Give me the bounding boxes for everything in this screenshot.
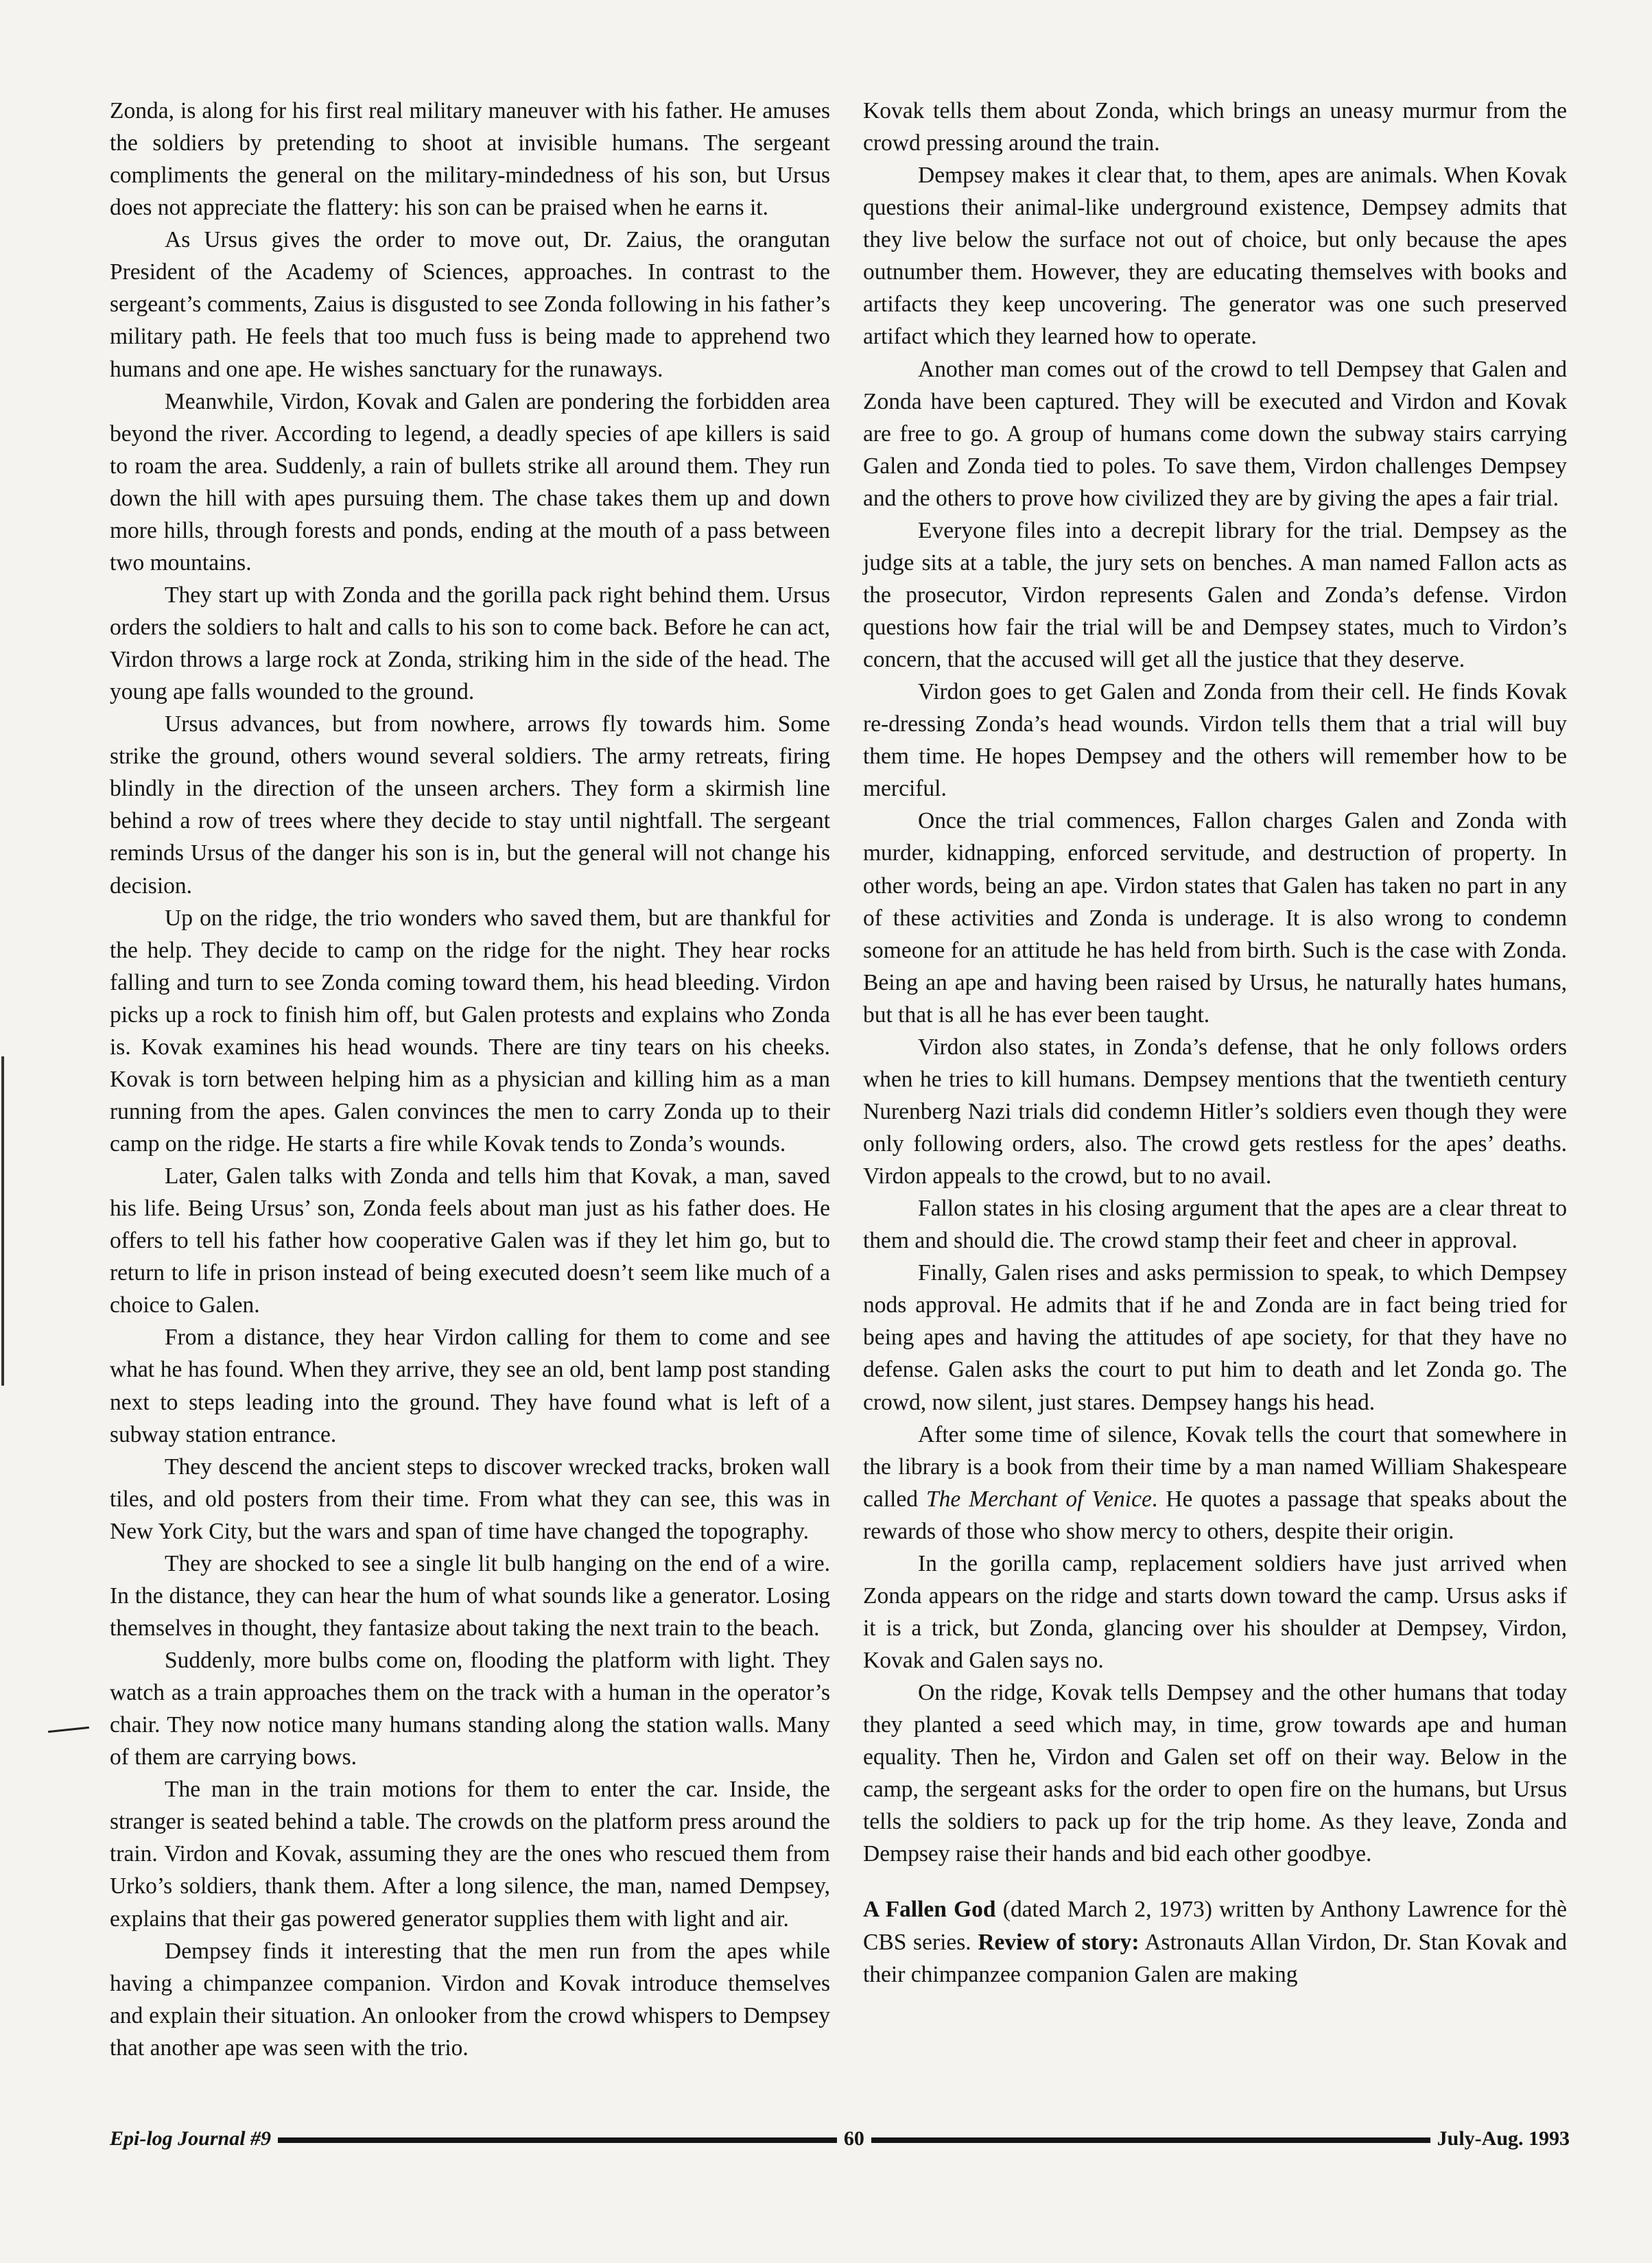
paragraph: From a distance, they hear Virdon calling for them to come and see what he has found. When they arrive, they see an old, bent lamp post standing next to steps leading into the ground. They have found what is left of a subway station entrance. bbox=[110, 1325, 830, 1447]
journal-name: Epi-log Journal #9 bbox=[110, 2127, 272, 2150]
text-before: After some time of silence, Kovak tells the court that somewhere in the library is a book from their time by a man named William Shakespeare called bbox=[863, 1421, 1567, 1512]
paragraph: They are shocked to see a single lit bulb hanging on the end of a wire. In the distance, they can hear the hum of what sounds like a generator. Losing themselves in thought, they fantasize about taking the next train to the beach. bbox=[110, 1550, 830, 1641]
pencil-mark bbox=[48, 1727, 89, 1733]
paragraph: Finally, Galen rises and asks permission to speak, to which Dempsey nods approval. He admits that if he and Zonda are in fact being tried for being apes and having the attitudes of ape society, for that they have no defense. Galen asks the court to put him to death and let Zonda go. The crowd, now silent, just stares. Dempsey hangs his head. bbox=[863, 1260, 1567, 1415]
paragraph: Suddenly, more bulbs come on, flooding the platform with light. They watch as a train approaches them on the track with a human in the operator’s chair. They now notice many humans standing along the station walls. Many of them are carrying bows. bbox=[110, 1648, 830, 1770]
paragraph: Meanwhile, Virdon, Kovak and Galen are pondering the forbidden area beyond the river. According to legend, a deadly species of ape killers is said to roam the area. Suddenly, a rain of bullets strike all around them. They run down the hill with apes pursuing them. The chase takes them up and down more hills, through forests and ponds, ending at the mouth of a pass between two mountains. bbox=[110, 388, 830, 576]
text-after: . He quotes a passage that speaks about the rewards of those who show mercy to others, despite their origin. bbox=[863, 1486, 1567, 1544]
paragraph: They start up with Zonda and the gorilla pack right behind them. Ursus orders the soldiers to halt and calls to his son to come back. Before he can act, Virdon throws a large rock at Zonda, striking him in the side of the head. The young ape falls wounded to the ground. bbox=[110, 582, 830, 705]
paragraph: Dempsey makes it clear that, to them, apes are animals. When Kovak questions their animal-like underground existence, Dempsey admits that they live below the surface not out of choice, but only because the apes outnumber them. However, they are educating themselves with books and artifacts they keep uncovering. The generator was one such preserved artifact which they learned how to operate. bbox=[863, 163, 1567, 350]
right-column bbox=[863, 95, 1567, 1991]
paragraph: In the gorilla camp, replacement soldiers have just arrived when Zonda appears on the ridge and starts down toward the camp. Ursus asks if it is a trick, but Zonda, glancing over his shoulder at Dempsey, Virdon, Kovak and Galen says no. bbox=[863, 1550, 1567, 1673]
paragraph: Dempsey finds it interesting that the men run from the apes while having a chimpanzee companion. Virdon and Kovak introduce themselves and explain their situation. An onlooker from the crowd whispers to Dempsey that another ape was seen with the trio. bbox=[110, 1938, 830, 2061]
paragraph: Later, Galen talks with Zonda and tells him that Kovak, a man, saved his life. Being Ursus’ son, Zonda feels about man just as his father does. He offers to tell his father how cooperative Galen was if they let him go, but to return to life in prison instead of being executed doesn’t seem like much of a choice to Galen. bbox=[110, 1163, 830, 1318]
paragraph: Zonda, is along for his first real military maneuver with his father. He amuses the soldiers by pretending to shoot at invisible humans. The sergeant compliments the general on the military-mindedness of his son, but Ursus does not appreciate the flattery: his son can be praised when he earns it. bbox=[110, 98, 830, 221]
paragraph: Up on the ridge, the trio wonders who saved them, but are thankful for the help. They decide to camp on the ridge for the night. They hear rocks falling and turn to see Zonda coming toward them, his head bleeding. Virdon picks up a rock to finish him off, but Galen protests and explains who Zonda is. Kovak examines his head wounds. There are tiny tears on his cheeks. Kovak is torn between helping him as a physician and killing him as a man running from the apes. Galen convinces the men to carry Zonda up to their camp on the ridge. He starts a fire while Kovak tends to Zonda’s wounds. bbox=[110, 905, 830, 1157]
paragraph: Virdon also states, in Zonda’s defense, that he only follows orders when he tries to kill humans. Dempsey mentions that the twentieth century Nurenberg Nazi trials did condemn Hitler’s soldiers even though they were only following orders, also. The crowd gets restless for the apes’ deaths. Virdon appeals to the crowd, but to no avail. bbox=[863, 1034, 1567, 1189]
issue-date: July-Aug. 1993 bbox=[1437, 2127, 1570, 2150]
paragraph: Kovak tells them about Zonda, which brings an uneasy murmur from the crowd pressing around the train. bbox=[863, 98, 1567, 156]
paragraph: Everyone files into a decrepit library for the trial. Dempsey as the judge sits at a table, the jury sets on benches. A man named Fallon acts as the prosecutor, Virdon represents Galen and Zonda’s defense. Virdon questions how fair the trial will be and Dempsey states, much to Virdon’s concern, that the accused will get all the justice that they deserve. bbox=[863, 517, 1567, 673]
paragraph: They descend the ancient steps to discover wrecked tracks, broken wall tiles, and old posters from their time. From what they can see, this was in New York City, but the wars and span of time have changed the topography. bbox=[110, 1454, 830, 1544]
paragraph: Once the trial commences, Fallon charges Galen and Zonda with murder, kidnapping, enforced servitude, and destruction of property. In other words, being an ape. Virdon states that Galen has taken no part in any of these activities and Zonda is underage. It is also wrong to condemn someone for an attitude he has held from birth. Such is the case with Zonda. Being an ape and having been raised by Ursus, he naturally hates humans, but that is all he has ever been taught. bbox=[863, 808, 1567, 1028]
paragraph: On the ridge, Kovak tells Dempsey and the other humans that today they planted a seed which may, in time, grow towards ape and human equality. Then he, Virdon and Galen set off on their way. Below in the camp, the sergeant asks for the order to open fire on the humans, but Ursus tells the soldiers to pack up for the trip home. As they leave, Zonda and Dempsey raise their hands and bid each other goodbye. bbox=[863, 1680, 1567, 1867]
paragraph: Fallon states in his closing argument that the apes are a clear threat to them and should die. The crowd stamp their feet and cheer in approval. bbox=[863, 1196, 1567, 1254]
book-title: The Merchant of Venice bbox=[926, 1486, 1152, 1512]
review-label: Review of story: bbox=[978, 1929, 1140, 1955]
paragraph: The man in the train motions for them to enter the car. Inside, the stranger is seated behind a table. The crowds on the platform press around the train. Virdon and Kovak, assuming they are the ones who rescued them from Urko’s soldiers, thank them. After a long silence, the man, named Dempsey, explains that their gas powered generator supplies them with light and air. bbox=[110, 1777, 830, 1932]
paragraph: As Ursus gives the order to move out, Dr. Zaius, the orangutan President of the Academy of Sciences, approaches. In contrast to the sergeant’s comments, Zaius is disgusted to see Zonda following in his father’s military path. He feels that too much fuss is being made to apprehend two humans and one ape. He wishes sanctuary for the runaways. bbox=[110, 227, 830, 382]
episode-credit: (dated March 2, 1973) written by Anthony Lawrence for thè CBS series. bbox=[863, 1897, 1567, 1955]
footer-rule-right bbox=[871, 2137, 1430, 2143]
scan-margin-line bbox=[1, 1056, 4, 1386]
paragraph: Another man comes out of the crowd to tell Dempsey that Galen and Zonda have been captured. They will be executed and Virdon and Kovak are free to go. A group of humans come down the subway stairs carrying Galen and Zonda tied to poles. To save them, Virdon challenges Dempsey and the others to prove how civilized they are by giving the apes a fair trial. bbox=[863, 356, 1567, 511]
paragraph: Virdon goes to get Galen and Zonda from their cell. He finds Kovak re-dressing Zonda’s head wounds. Virdon tells them that a trial will buy them time. He hopes Dempsey and the others will remember how to be merciful. bbox=[863, 679, 1567, 802]
episode-title: A Fallen God bbox=[863, 1897, 996, 1923]
episode-review-intro bbox=[863, 1893, 1567, 1990]
left-column bbox=[110, 95, 830, 2064]
page-footer bbox=[110, 2124, 1570, 2154]
page-number: 60 bbox=[843, 2127, 864, 2150]
paragraph-merchant-of-venice bbox=[863, 1419, 1567, 1548]
footer-rule-left bbox=[278, 2137, 837, 2143]
paragraph: Ursus advances, but from nowhere, arrows fly towards him. Some strike the ground, others wound several soldiers. The army retreats, firing blindly in the direction of the unseen archers. They form a skirmish line behind a row of trees where they decide to stay until nightfall. The sergeant reminds Ursus of the danger his son is in, but the general will not change his decision. bbox=[110, 711, 830, 899]
review-text: Astronauts Allan Virdon, Dr. Stan Kovak and their chimpanzee companion Galen are making bbox=[863, 1929, 1567, 1987]
